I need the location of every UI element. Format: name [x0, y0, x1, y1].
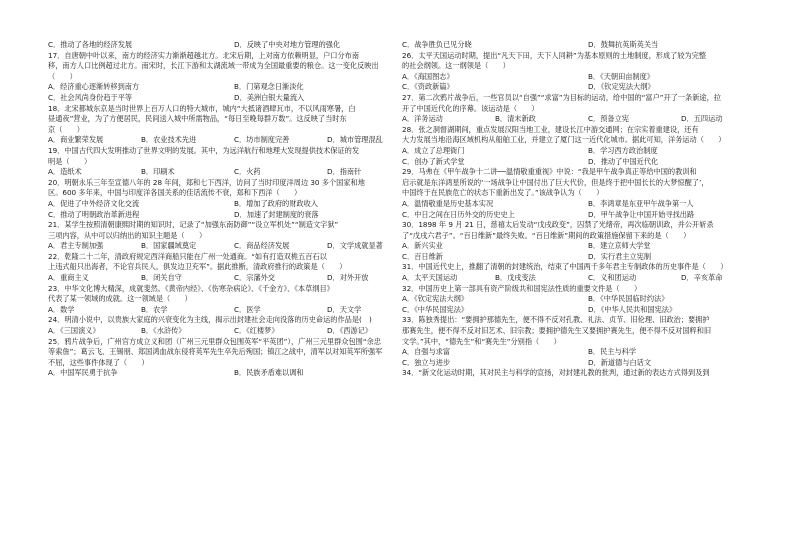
answer-option: C．坊市制度完善 [234, 135, 290, 145]
answer-option: A．商业繁荣发展 [48, 135, 104, 145]
answer-option: B．戊戌变法 [495, 273, 536, 283]
answer-option: A．成立了总理衙门 [402, 145, 465, 155]
question-text-line: 上违式船只出海者，不论官兵民人，俱发边卫充军”。据此推断，清政府推行的政策是（ ） [48, 262, 347, 272]
question-text-line: 21．某学生按照清朝康熙时期的知识时，记录了“加强东南防御”“设立军机处”“制造文字狱” [48, 220, 339, 230]
answer-options-row [48, 305, 420, 316]
answer-option: B．李鸿章是东亚甲午战争第一人 [588, 198, 694, 208]
answer-option: C．推动了各地的经济发展 [48, 40, 133, 49]
answer-option: A．《钦定宪法大纲》 [402, 294, 469, 304]
answer-option [681, 252, 774, 263]
answer-option [495, 252, 588, 263]
question-text-line: 17．自唐朝中叶以来，南方的经济实力渐渐超越北方。北宋后期，上对南方依赖明显，户口分布南 [48, 50, 360, 60]
question-text-line: 25．鸦片战争后，广州官方成立义和团（广州三元里群众包围英军“平英团”），广州三元里群众包围“余忠 [48, 336, 381, 346]
answer-options-row [402, 114, 774, 125]
question-text-line: 31．中国近代史上，推翻了清朝的封建统治，结束了中国两千多年君主专制政体的历史事件是（ ） [402, 262, 728, 272]
answer-option: B．《天朝田亩制度》 [588, 71, 655, 81]
answer-options-row [402, 157, 774, 168]
answer-option [495, 241, 588, 252]
answer-option: A．君主专制加强 [48, 241, 104, 251]
answer-option: C．义和团运动 [588, 273, 637, 283]
answer-option: C．《红楼梦》 [234, 326, 279, 336]
answer-option: D．《西游记》 [327, 326, 373, 336]
answer-option: D．对外开放 [327, 273, 369, 283]
answer-option: A．数学 [48, 304, 75, 314]
answer-option: C．战争胜负已见分晓 [402, 40, 472, 49]
question-text-line: 那赛先生，便不得不反对旧艺术、旧宗教；要拥护德先生又要拥护赛先生，便不得不反对国粹和旧 [402, 326, 712, 336]
right-column [402, 40, 774, 379]
answer-option: C．预备立宪 [588, 114, 629, 124]
question-text-line: 大力发展当地沿海区域机构从船舶工业，并建立了厦门这一近代化城市。据此可知，洋务运动（ ） [402, 135, 726, 145]
question-text-line: 启示就是东洋鸿星所说的‘一场战争让中国付出了巨大代价，但是终于把中国长长的大梦惊醒了’， [402, 177, 709, 187]
answer-options-row [48, 273, 420, 284]
answer-option: C．《中华民国宪法》 [402, 304, 469, 314]
question-text-line: 三项内容，从中可以归纳出的知识主题是（ ） [48, 230, 207, 240]
answer-option: B．民族矛盾难以调和 [234, 368, 304, 378]
question-text-line: 代表了某一领域的成就。这一领域是（ ） [48, 294, 192, 304]
question-text-line: 中国终于在民族危亡的状态下重新出发了。”该战争认为（ ） [402, 188, 604, 198]
answer-options-row [402, 347, 774, 358]
answer-option: A．温情敬重是历史基本实况 [402, 198, 494, 208]
answer-option: C．百日维新 [402, 251, 443, 261]
answer-options-row [48, 40, 420, 51]
answer-option: D．推动了中国近代化 [588, 156, 659, 166]
answer-option: B．农学 [141, 304, 168, 314]
answer-options-row [48, 326, 420, 337]
question-text-line: 的社会纲领。这一纲领是（ ） [402, 61, 510, 71]
answer-option: D．甲午战争让中国开始寻找出路 [588, 209, 695, 219]
question-text-line: 30．1898 年 9 月 21 日，慈禧太后发动“戊戌政变”，囚禁了光绪帝，再次临朝训政，并公开斩杀 [402, 220, 714, 230]
answer-options-row [402, 294, 774, 305]
answer-option: D．文学成就显著 [327, 241, 383, 251]
answer-option: D．美洲白银大量流入 [234, 92, 305, 102]
question-text-line: （ ） [48, 71, 77, 81]
answer-option: D．实行君主立宪制 [588, 251, 652, 261]
answer-option: A．造纸术 [48, 167, 82, 177]
answer-option: A．《三国演义》 [48, 326, 100, 336]
question-text-line: 昼通夜”营业，为了方便居民，民间送入城中所需物品，“每日至晚每群万数”。这反映了当时东 [48, 114, 347, 124]
answer-option: B．农业技术先进 [141, 135, 197, 145]
answer-option: A．重商主义 [48, 273, 89, 283]
answer-options-row [402, 358, 774, 369]
answer-option: D．五四运动 [681, 114, 723, 124]
answer-option: B．闭关自守 [141, 273, 182, 283]
answer-options-row [48, 368, 420, 379]
answer-option: D．天文学 [327, 304, 362, 314]
answer-option: C．创办了新式学堂 [402, 156, 465, 166]
answer-option: D．指南针 [327, 167, 362, 177]
question-text-line: 京（ ） [48, 124, 84, 134]
question-text-line: 等索詹”；葛云飞、王锡朋、郑国鸿血战东侵将英军先生卒先后殉国；镇江之战中，清军以对知英军所强军 [48, 347, 383, 357]
answer-option: B．建立京师大学堂 [588, 241, 651, 251]
left-column [48, 40, 420, 379]
answer-option [681, 241, 774, 252]
answer-option: D．《中华人民共和国宪法》 [588, 304, 677, 314]
answer-option: D．辛亥革命 [681, 273, 723, 283]
answer-option: A．中国军民勇于抗争 [48, 368, 118, 378]
question-text-line: 33．陈独秀提出：“要拥护那德先生，便不得不反对孔教、礼法、贞节、旧伦理、旧政治；要拥护 [402, 315, 710, 325]
answer-options-row [48, 199, 420, 210]
question-text-line: 开了中国近代化的序幕。该运动是（ ） [402, 103, 539, 113]
question-text-line: 19．中国古代四大发明推动了世界文明的发展。其中，为远洋航行和地理大发现提供技术保证的发 [48, 145, 360, 155]
answer-option: A．洋务运动 [402, 114, 443, 124]
answer-option: D．反映了中央对地方管理的强化 [234, 40, 341, 49]
answer-options-row [402, 72, 774, 83]
answer-option: C．火药 [234, 167, 261, 177]
answer-option: B．增加了政府的财政收入 [234, 198, 318, 208]
answer-options-row [48, 241, 420, 252]
answer-options-row [48, 135, 420, 146]
answer-option: A．《海国图志》 [402, 71, 454, 81]
answer-options-row [402, 305, 774, 316]
question-text-line: 20．明朝永乐三年至宣德八年的 28 年间，郑和七下西洋，访问了当时印度洋周边 30 多个国家和地 [48, 177, 365, 187]
answer-options-row [402, 273, 774, 284]
answer-option: A．自强与求富 [402, 347, 451, 357]
answer-option: C．社会风尚身份趋于平等 [48, 92, 133, 102]
question-text-line: 34．“新文化运动时期，其对民主与科学的宣扬，对封建礼教的批判，通过新的表达方式得到及到 [402, 368, 710, 378]
answer-option: D．《钦定宪法大纲》 [588, 82, 655, 92]
question-text-line: 不屈，这些事件体现了（ ） [48, 357, 149, 367]
question-text-line: 23．中华文化博大精深，成就斐然。《黄帝内经》、《伤寒杂病论》、《千金方》、《本草纲目》 [48, 283, 334, 293]
answer-options-row [48, 93, 420, 104]
answer-option: C．《资政新篇》 [402, 82, 454, 92]
question-text-line: 区。600 多年来，中国与印度洋各国关系的佳话流传不衰，郑和下西洋（ ） [48, 188, 302, 198]
answer-option: B．门第观念日渐淡化 [234, 82, 304, 92]
answer-option: C．中日之间在日历外交的历史史上 [402, 209, 515, 219]
answer-option: B．清末新政 [495, 114, 536, 124]
answer-options-row [48, 210, 420, 221]
answer-option: C．医学 [234, 304, 261, 314]
question-text-line: 27．第二次鸦片战争后，一些官员以“自强”“求富”为目标的运动，给中国的“富户”开了一条新途，拉 [402, 92, 721, 102]
question-text-line: 18．北宋都城东京是当时世界上百万人口的特大城市，城内“大抵诸酒肆瓦市，不以风雨寒暑，白 [48, 103, 356, 113]
answer-option: D．鼓舞抗英斯英关当 [588, 40, 659, 49]
question-text-line: 24．明清小说中，以贵族大家庭的兴衰变化为主线，揭示出封建社会走向没落的历史命运的作品是( ) [48, 315, 372, 325]
answer-option: C．独立与进步 [402, 357, 451, 367]
answer-option: A．太平天国运动 [402, 273, 458, 283]
answer-options-row [402, 40, 774, 51]
question-text-line: 29．马弗在《甲午战争十二讲──温情敬重重视》中说：“我是甲午战争真正等给中国的教训和 [402, 167, 697, 177]
question-text-line: 文学。”其中，“德先生”和“赛先生”分别指（ ） [402, 336, 561, 346]
answer-option: D．城市管理混乱 [327, 135, 383, 145]
answer-option: A．经济重心逐渐转移到南方 [48, 82, 140, 92]
answer-option: B．《中华民国临时约法》 [588, 294, 669, 304]
answer-options-row [48, 167, 420, 178]
answer-option: C．推动了明朝政治革新进程 [48, 209, 140, 219]
question-text-line: 移，南方人口比例超过北方。南宋时，长江下游和太湖流域一带成为全国最重要的粮仓。这一变化反映出 [48, 61, 379, 71]
answer-option: D．新道德与白话文 [588, 357, 652, 367]
answer-option: C．商品经济发展 [234, 241, 290, 251]
answer-option: A．促进了中外经济文化交流 [48, 198, 140, 208]
answer-option: B．民主与科学 [588, 347, 637, 357]
answer-option: C．宗藩外交 [234, 273, 275, 283]
answer-options-row [402, 146, 774, 157]
answer-option: B．国家疆域奠定 [141, 241, 197, 251]
question-text-line: 了“戊戌六君子”。“百日维新”最终失败。“百日维新”期间的政策措施保留下来的是（ ） [402, 230, 691, 240]
answer-options-row [402, 82, 774, 93]
answer-option: B．《水浒传》 [141, 326, 186, 336]
answer-option: B．印刷术 [141, 167, 175, 177]
question-text-line: 22．乾隆二十二年，清政府规定西洋商船只能在广州一处通商。“如有打造双桅五百石以 [48, 251, 327, 261]
answer-option: A．新兴实业 [402, 241, 443, 251]
answer-options-row [402, 210, 774, 221]
answer-options-row [48, 82, 420, 93]
question-text-line: 26．太平天国运动时期，提出“凡天下田，天下人同耕”为基本原则的土地制度，形成了较为完整 [402, 50, 707, 60]
question-text-line: 明是（ ） [48, 156, 92, 166]
answer-options-row [402, 241, 774, 252]
answer-option: D．加速了封建制度的衰落 [234, 209, 319, 219]
question-text-line: 28．张之洞督湖期间，重点发展汉阳当地工业，建设长江中游交通网；在宗实着重建设，还有 [402, 124, 699, 134]
answer-options-row [402, 199, 774, 210]
answer-options-row [402, 252, 774, 263]
answer-option: B．学习西方政治制度 [588, 145, 658, 155]
question-text-line: 32．中国历史上第一部具有资产阶级共和国宪法性质的重要文件是（ ） [402, 283, 642, 293]
